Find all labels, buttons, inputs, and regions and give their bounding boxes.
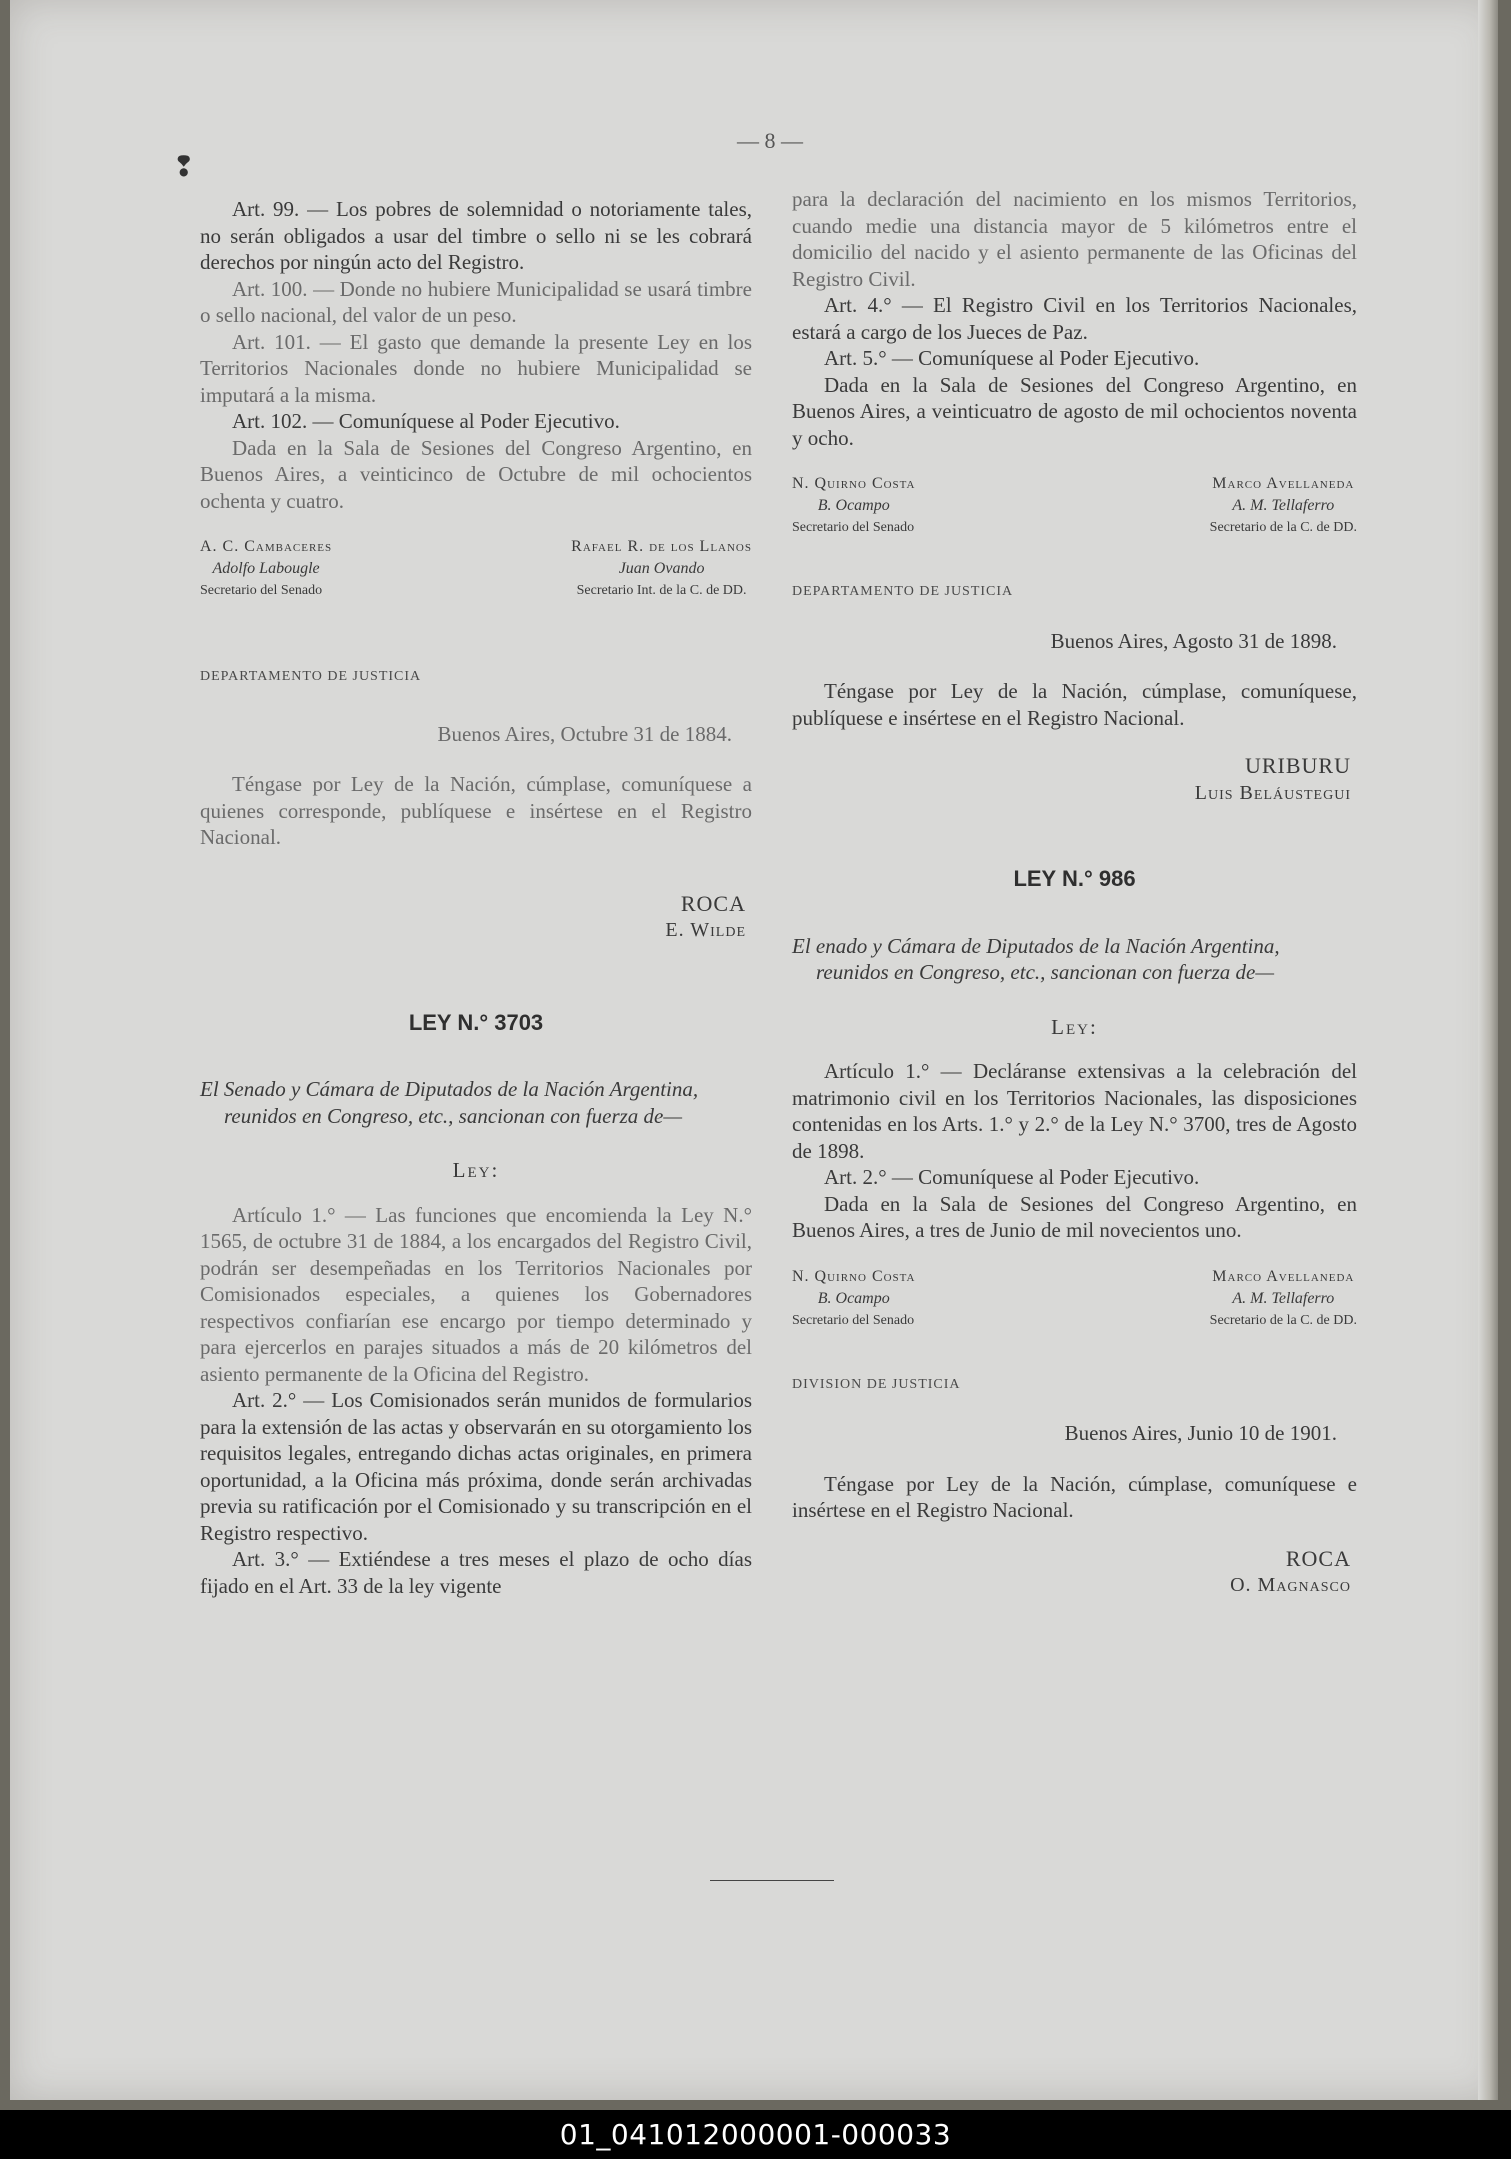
decree-date: Buenos Aires, Junio 10 de 1901. (1064, 1421, 1337, 1445)
decree-date: Buenos Aires, Agosto 31 de 1898. (1050, 628, 1337, 653)
scan-id-bar: 01_041012000001-000033 (0, 2110, 1511, 2159)
law-title: LEY N.° 3703 (408, 1009, 544, 1035)
left-column (200, 196, 752, 1599)
law-article: Art. 2.° — Comuníquese al Poder Ejecutivo. (824, 1165, 1200, 1189)
preamble-first-line: El Senado y Cámara de Diputados de la Nación (200, 1077, 605, 1101)
decree-text: Téngase por Ley de la Nación, cúmplase, comuníquese a quienes corresponde, publíquese e insértese en el Registro Nacional. (200, 772, 752, 849)
article: Art. 101. — El gasto que demande la presente Ley en los Territorios Nacionales donde no hubiere Municipalidad se imputará a la misma. (200, 329, 752, 407)
signature-chamber (571, 536, 752, 602)
minister-name: O. Magnasco (1230, 1574, 1351, 1596)
minister-name: Luis Beláustegui (1194, 781, 1351, 804)
signatory-name: N. Quirno Costa (792, 1267, 916, 1285)
article: Dada en la Sala de Sesiones del Congreso Argentino, en Buenos Aires, a veinticinco de Octubre de mil ochocientos ochenta y cuatro. (200, 435, 752, 513)
signatory-name: Rafael R. de los Llanos (571, 538, 752, 555)
secretary-name: B. Ocampo (817, 1289, 890, 1307)
article: Dada en la Sala de Sesiones del Congreso Argentino, en Buenos Aires, a veinticuatro de agosto de mil ochocientos noventa y ocho. (792, 372, 1357, 450)
law-article: Artículo 1.° — Las funciones que encomienda la Ley N.° 1565, de octubre 31 de 1884, a los encargados del Registro Civil, podrán ser desempeñadas en los Territorios Nacionales por Comisionados especiales, a quienes los Gobernadores respectivos confiarían ese encargo por tiempo determinado y para ejercerlos en parajes situados a más de 20 kilómetros del asiento permanente de la Oficina del Registro. (200, 1202, 752, 1386)
secretary-role: Secretario de la C. de DD. (1209, 520, 1357, 535)
secretary-name: A. M. Tellaferro (1232, 497, 1335, 514)
secretary-name: A. M. Tellaferro (1232, 1289, 1335, 1307)
stain-mark: ❢ (172, 152, 196, 183)
signatures (792, 473, 1357, 539)
right-column (792, 186, 1357, 1599)
law-title: LEY N.° 986 (1013, 866, 1136, 891)
law-preamble (200, 1076, 752, 1129)
article: Art. 99. — Los pobres de solemnidad o notoriamente tales, no serán obligados a usar del timbre o sello ni se les cobrará derechos por ningún acto del Registro. (200, 197, 752, 274)
secretary-name: B. Ocampo (817, 497, 890, 514)
law-article: Dada en la Sala de Sesiones del Congreso Argentino, en Buenos Aires, a tres de Junio de mil novecientos uno. (792, 1191, 1357, 1242)
president-name: URIBURU (1244, 753, 1351, 778)
signatory-name: Marco Avellaneda (1212, 1267, 1355, 1285)
secretary-name: Juan Ovando (618, 560, 705, 577)
secretary-role: Secretario de la C. de DD. (1209, 1312, 1357, 1328)
article: Art. 102. — Comuníquese al Poder Ejecutivo. (232, 409, 620, 433)
secretary-name: Adolfo Labougle (212, 560, 320, 577)
article: Art. 4.° — El Registro Civil en los Territorios Nacionales, estará a cargo de los Jueces de Paz. (792, 293, 1357, 344)
law-preamble (792, 933, 1357, 986)
closing-rule (710, 1880, 834, 1881)
article-continuation: para la declaración del nacimiento en los mismos Territorios, cuando medie una distancia mayor de 5 kilómetros entre el domicilio del nacido y el asiento permanente de las Oficinas del Registro Civil. (792, 187, 1357, 291)
executive-signatures (792, 753, 1357, 806)
signature-chamber (1210, 1266, 1357, 1332)
preamble-rest: Argentina, reunidos en Congreso, etc., sancionan con fuerza de— (224, 1077, 699, 1128)
executive-signatures (792, 1546, 1357, 1599)
decree-text: Téngase por Ley de la Nación, cúmplase, comuníquese e insértese en el Registro Nacional. (792, 1471, 1357, 1522)
signatures (792, 1266, 1357, 1332)
law-heading: Ley: (452, 1158, 500, 1182)
decree-date: Buenos Aires, Octubre 31 de 1884. (437, 721, 732, 746)
signature-chamber (1210, 473, 1357, 539)
law-heading: Ley: (1051, 1014, 1098, 1039)
preamble-first-line: El enado y Cámara de Diputados de la Nación (792, 933, 1187, 958)
president-name: ROCA (1285, 1545, 1351, 1571)
law-article: Art. 3.° — Extiéndese a tres meses el plazo de ocho días fijado en el Art. 33 de la ley vigente (200, 1547, 752, 1598)
secretary-role: Secretario del Senado (792, 1312, 915, 1328)
decree-text: Téngase por Ley de la Nación, cúmplase, comuníquese, publíquese e insértese en el Registro Nacional. (792, 679, 1357, 730)
secretary-role: Secretario Int. de la C. de DD. (576, 583, 747, 598)
article: Art. 100. — Donde no hubiere Municipalidad se usará timbre o sello nacional, del valor de un peso. (200, 276, 752, 327)
signatory-name: Marco Avellaneda (1212, 475, 1355, 492)
signature-senate (200, 536, 332, 602)
preamble-rest: Argentina, reunidos en Congreso, etc., sancionan con fuerza de— (816, 933, 1280, 984)
signature-senate (792, 1266, 915, 1332)
secretary-role: Secretario del Senado (200, 583, 323, 598)
law-article: Art. 2.° — Los Comisionados serán munidos de formularios para la extensión de las actas y observarán en su otorgamiento los requisitos legales, entregando dichas actas originales, en primera oportunidad, a la Oficina más próxima, donde serán archivadas previa su ratificación por el Comisionado y su transcripción en el Registro respectivo. (200, 1388, 752, 1545)
minister-name: E. Wilde (665, 919, 746, 941)
signatory-name: N. Quirno Costa (792, 475, 916, 492)
department-heading: DIVISION DE JUSTICIA (792, 1376, 961, 1392)
department-heading: DEPARTAMENTO DE JUSTICIA (792, 584, 1014, 599)
signature-senate (792, 473, 915, 539)
article: Art. 5.° — Comuníquese al Poder Ejecutivo. (824, 346, 1200, 370)
page-number: — 8 — (737, 128, 803, 153)
executive-signatures (200, 891, 752, 944)
president-name: ROCA (680, 890, 746, 916)
page-edge (1478, 0, 1498, 2100)
department-heading: DEPARTAMENTO DE JUSTICIA (200, 669, 422, 684)
signatures (200, 536, 752, 602)
secretary-role: Secretario del Senado (792, 520, 915, 535)
signatory-name: A. C. Cambaceres (200, 538, 333, 555)
law-article: Artículo 1.° — Decláranse extensivas a la celebración del matrimonio civil en los Territorios Nacionales, las disposiciones contenidas en los Arts. 1.° y 2.° de la Ley N.° 3700, tres de Agosto de 1898. (792, 1059, 1357, 1163)
